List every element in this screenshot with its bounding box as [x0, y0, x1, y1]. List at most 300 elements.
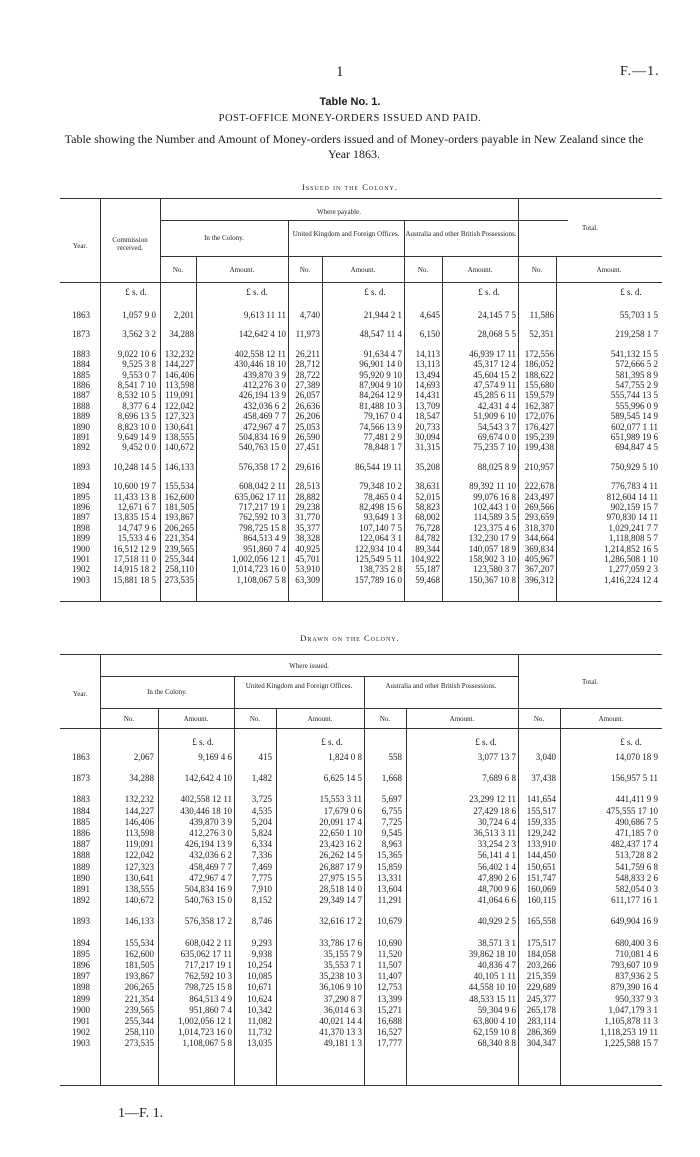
value-cell: 504,834 16 9: [184, 884, 232, 894]
value-cell: 10,690: [377, 937, 402, 948]
value-cell: 14,915 18 2: [113, 564, 156, 575]
year-cell: 1890: [72, 872, 90, 883]
value-cell: 56,402 1 4: [477, 861, 516, 872]
value-cell: 5,204: [251, 816, 272, 827]
header-no: No.: [299, 266, 311, 274]
value-cell: 11,291: [377, 895, 402, 906]
document-reference: F.—1.: [620, 64, 660, 79]
value-cell: 4,535: [251, 805, 272, 816]
value-cell: 23,423 16 2: [319, 839, 362, 850]
header-no: No.: [417, 266, 429, 274]
year-cell: 1890: [72, 421, 90, 432]
units-label: £ s. d.: [321, 737, 343, 747]
value-cell: 864,513 4 9: [189, 993, 232, 1004]
value-cell: 25,053: [295, 421, 320, 432]
value-cell: 20,733: [415, 421, 440, 432]
value-cell: 3,725: [251, 794, 272, 805]
year-cell: 1903: [72, 1038, 90, 1049]
value-cell: 15,859: [377, 861, 402, 872]
year-cell: 1892: [72, 442, 90, 453]
value-cell: 762,592 10 3: [184, 971, 232, 982]
value-cell: 125,549 5 11: [355, 554, 402, 564]
year-cell: 1899: [72, 993, 90, 1004]
year-cell: 1885: [72, 369, 90, 380]
footer-signature: 1—F. 1.: [118, 1106, 164, 1121]
value-cell: 318,370: [524, 522, 554, 533]
value-cell: 15,881 18 5: [113, 574, 156, 585]
value-cell: 798,725 15 8: [184, 982, 232, 993]
header-no: No.: [379, 715, 391, 723]
value-cell: 89,344: [415, 543, 440, 554]
value-cell: 96,901 14 0: [359, 359, 402, 370]
value-cell: 34,288: [129, 773, 154, 784]
table-title: POST-OFFICE MONEY-ORDERS ISSUED AND PAID.: [218, 113, 482, 124]
value-cell: 430,446 18 10: [234, 359, 286, 370]
year-cell: 1901: [72, 554, 90, 564]
value-cell: 255,344: [164, 554, 194, 564]
value-cell: 219,258 1 7: [615, 329, 658, 340]
value-cell: 123,375 4 6: [473, 522, 516, 533]
value-cell: 28,518 14 0: [319, 884, 362, 894]
value-cell: 482,437 17 4: [610, 839, 658, 850]
value-cell: 123,580 3 7: [473, 564, 516, 575]
value-cell: 130,641: [164, 421, 194, 432]
header-amount: Amount.: [307, 715, 333, 723]
value-cell: 21,944 2 1: [363, 310, 402, 320]
value-cell: 1,002,056 12 1: [178, 1016, 232, 1026]
col-rule: [100, 198, 101, 602]
value-cell: 160,115: [527, 895, 556, 906]
value-cell: 13,035: [247, 1038, 272, 1049]
value-cell: 10,254: [247, 960, 272, 970]
group-rule: [100, 676, 518, 677]
value-cell: 879,390 16 4: [610, 982, 658, 993]
value-cell: 155,517: [526, 805, 556, 816]
value-cell: 15,553 3 11: [319, 794, 362, 805]
year-cell: 1891: [72, 884, 90, 894]
section-drawn-title: Drawn on the Colony.: [300, 633, 400, 643]
value-cell: 5,824: [251, 828, 272, 838]
value-cell: 11,973: [295, 329, 320, 340]
value-cell: 471,185 7 0: [615, 828, 658, 838]
value-cell: 1,057 9 0: [122, 310, 156, 320]
value-cell: 193,867: [124, 971, 154, 982]
value-cell: 172,076: [524, 411, 554, 422]
value-cell: 221,354: [164, 533, 194, 544]
value-cell: 11,433 13 8: [113, 491, 156, 502]
value-cell: 56,141 4 1: [477, 850, 516, 861]
col-rule: [364, 676, 365, 1086]
value-cell: 27,429 18 6: [473, 805, 516, 816]
year-cell: 1900: [72, 1004, 90, 1015]
value-cell: 59,468: [415, 574, 440, 585]
value-cell: 396,312: [524, 574, 554, 585]
value-cell: 36,513 3 11: [473, 828, 516, 838]
value-cell: 11,082: [247, 1016, 272, 1026]
value-cell: 18,547: [415, 411, 440, 422]
units-label: £ s. d.: [192, 737, 214, 747]
value-cell: 1,014,723 16 0: [178, 1027, 232, 1038]
col-rule: [158, 708, 159, 1086]
value-cell: 635,062 17 11: [180, 948, 232, 959]
value-cell: 11,407: [377, 971, 402, 982]
value-cell: 58,823: [415, 502, 440, 512]
value-cell: 229,689: [526, 982, 556, 993]
year-cell: 1873: [72, 329, 90, 340]
value-cell: 9,553 0 7: [122, 369, 156, 380]
bottom-rule: [60, 1085, 662, 1086]
value-cell: 127,323: [124, 861, 154, 872]
value-cell: 84,782: [415, 533, 440, 544]
value-cell: 1,118,253 19 11: [600, 1027, 658, 1038]
value-cell: 458,469 7 7: [243, 411, 286, 422]
col-rule: [406, 708, 407, 1086]
value-cell: 1,416,224 12 4: [604, 574, 658, 585]
value-cell: 255,344: [124, 1016, 154, 1026]
value-cell: 81,488 10 3: [359, 400, 402, 411]
value-cell: 138,735 2 8: [359, 564, 402, 575]
value-cell: 122,064 3 1: [359, 533, 402, 544]
value-cell: 432,036 6 2: [189, 850, 232, 861]
year-cell: 1892: [72, 895, 90, 906]
value-cell: 717,217 19 1: [238, 502, 286, 512]
header-total: Total.: [581, 224, 599, 232]
year-cell: 1863: [72, 310, 90, 320]
value-cell: 32,616 17 2: [319, 916, 362, 927]
value-cell: 199,438: [524, 442, 554, 453]
value-cell: 558: [388, 752, 402, 762]
value-cell: 286,369: [526, 1027, 556, 1038]
value-cell: 46,939 17 11: [469, 348, 516, 359]
value-cell: 45,317 12 4: [473, 359, 516, 370]
value-cell: 146,133: [124, 916, 154, 927]
value-cell: 951,860 7 4: [189, 1004, 232, 1015]
value-cell: 55,703 1 5: [619, 310, 658, 320]
value-cell: 102,443 1 0: [473, 502, 516, 512]
value-cell: 17,518 11 0: [113, 554, 156, 564]
value-cell: 8,963: [381, 839, 402, 850]
value-cell: 33,786 17 6: [319, 937, 362, 948]
col-rule: [234, 676, 235, 1086]
value-cell: 576,358 17 2: [184, 916, 232, 927]
value-cell: 28,722: [295, 369, 320, 380]
value-cell: 602,077 1 11: [611, 421, 658, 432]
year-cell: 1895: [72, 948, 90, 959]
value-cell: 970,830 14 11: [606, 512, 658, 523]
value-cell: 9,022 10 6: [117, 348, 156, 359]
value-cell: 9,452 0 0: [122, 442, 156, 453]
value-cell: 793,607 10 9: [610, 960, 658, 970]
year-cell: 1894: [72, 481, 90, 492]
value-cell: 680,400 3 6: [615, 937, 658, 948]
year-cell: 1894: [72, 937, 90, 948]
drawn-table: [60, 654, 662, 1086]
value-cell: 9,525 3 8: [122, 359, 156, 370]
header-australia: Australia and other British Possessions.: [405, 230, 517, 238]
value-cell: 24,145 7 5: [477, 310, 516, 320]
value-cell: 36,106 9 10: [319, 982, 362, 993]
year-cell: 1889: [72, 861, 90, 872]
value-cell: 48,547 11 4: [359, 329, 402, 340]
value-cell: 402,558 12 11: [180, 794, 232, 805]
value-cell: 95,920 9 10: [359, 369, 402, 380]
table-description: Table showing the Number and Amount of Money-orders issued and of Money-orders payable in New Zealand since the Year 1863.: [64, 132, 644, 161]
value-cell: 405,967: [524, 554, 554, 564]
value-cell: 13,709: [415, 400, 440, 411]
value-cell: 367,207: [524, 564, 554, 575]
value-cell: 133,910: [526, 839, 556, 850]
subhead-rule: [100, 708, 662, 709]
value-cell: 9,293: [251, 937, 272, 948]
header-colony: In the Colony.: [147, 688, 187, 696]
value-cell: 78,465 0 4: [363, 491, 402, 502]
value-cell: 159,335: [526, 816, 556, 827]
value-cell: 1,824 0 8: [328, 752, 362, 762]
header-no: No.: [172, 266, 184, 274]
value-cell: 26,057: [295, 390, 320, 401]
value-cell: 55,187: [415, 564, 440, 575]
header-amount: Amount.: [449, 715, 475, 723]
units-label: £ s. d.: [620, 737, 642, 747]
value-cell: 29,349 14 7: [319, 895, 362, 906]
value-cell: 2,201: [173, 310, 194, 320]
year-cell: 1903: [72, 574, 90, 585]
value-cell: 186,052: [524, 359, 554, 370]
value-cell: 129,242: [526, 828, 556, 838]
value-cell: 27,389: [295, 380, 320, 390]
value-cell: 13,113: [415, 359, 440, 370]
value-cell: 16,512 12 9: [113, 543, 156, 554]
value-cell: 175,517: [526, 937, 556, 948]
value-cell: 28,882: [295, 491, 320, 502]
value-cell: 8,746: [251, 916, 272, 927]
value-cell: 11,507: [377, 960, 402, 970]
value-cell: 6,755: [381, 805, 402, 816]
value-cell: 10,679: [377, 916, 402, 927]
value-cell: 53,910: [295, 564, 320, 575]
value-cell: 193,867: [164, 512, 194, 523]
header-amount: Amount.: [596, 266, 622, 274]
value-cell: 2,067: [133, 752, 154, 762]
value-cell: 35,208: [415, 461, 440, 472]
value-cell: 837,936 2 5: [615, 971, 658, 982]
value-cell: 439,870 3 9: [243, 369, 286, 380]
value-cell: 40,925: [295, 543, 320, 554]
value-cell: 127,323: [164, 411, 194, 422]
header-commission: Commission received.: [112, 236, 148, 252]
value-cell: 144,227: [164, 359, 194, 370]
page-number: 1: [336, 64, 344, 80]
year-cell: 1891: [72, 432, 90, 442]
value-cell: 157,789 16 0: [354, 574, 402, 585]
value-cell: 10,085: [247, 971, 272, 982]
subhead-rule: [160, 256, 662, 257]
year-cell: 1889: [72, 411, 90, 422]
value-cell: 36,014 6 3: [323, 1004, 362, 1015]
value-cell: 1,029,241 7 7: [608, 522, 658, 533]
value-cell: 273,535: [124, 1038, 154, 1049]
value-cell: 35,377: [295, 522, 320, 533]
header-no: No.: [533, 715, 545, 723]
units-label: £ s. d.: [475, 737, 497, 747]
value-cell: 426,194 13 9: [238, 390, 286, 401]
value-cell: 1,118,808 5 7: [608, 533, 658, 544]
issued-table: [60, 198, 662, 602]
value-cell: 59,304 9 6: [477, 1004, 516, 1015]
value-cell: 26,211: [295, 348, 320, 359]
value-cell: 140,672: [124, 895, 154, 906]
value-cell: 812,604 14 11: [606, 491, 658, 502]
value-cell: 88,025 8 9: [477, 461, 516, 472]
top-rule: [60, 198, 662, 199]
value-cell: 412,276 3 0: [243, 380, 286, 390]
value-cell: 540,763 15 0: [238, 442, 286, 453]
value-cell: 5,697: [381, 794, 402, 805]
value-cell: 82,498 15 6: [359, 502, 402, 512]
header-amount: Amount.: [467, 266, 493, 274]
year-cell: 1887: [72, 390, 90, 401]
value-cell: 475,555 17 10: [606, 805, 658, 816]
value-cell: 142,642 4 10: [184, 773, 232, 784]
value-cell: 181,505: [164, 502, 194, 512]
value-cell: 541,759 6 8: [615, 861, 658, 872]
value-cell: 76,728: [415, 522, 440, 533]
value-cell: 513,728 8 2: [615, 850, 658, 861]
value-cell: 7,689 6 8: [482, 773, 516, 784]
header-amount: Amount.: [183, 715, 209, 723]
col-rule: [518, 198, 519, 602]
value-cell: 635,062 17 11: [234, 491, 286, 502]
value-cell: 6,625 14 5: [323, 773, 362, 784]
year-cell: 1902: [72, 1027, 90, 1038]
value-cell: 165,558: [526, 916, 556, 927]
header-bottom-rule: [60, 282, 662, 283]
value-cell: 31,770: [295, 512, 320, 523]
value-cell: 13,835 15 4: [113, 512, 156, 523]
value-cell: 26,206: [295, 411, 320, 422]
value-cell: 15,271: [377, 1004, 402, 1015]
value-cell: 8,696 13 5: [117, 411, 156, 422]
value-cell: 27,451: [295, 442, 320, 453]
value-cell: 541,132 15 5: [610, 348, 658, 359]
value-cell: 26,887 17 9: [319, 861, 362, 872]
value-cell: 504,834 16 9: [238, 432, 286, 442]
value-cell: 35,155 7 9: [323, 948, 362, 959]
value-cell: 132,232: [164, 348, 194, 359]
value-cell: 146,406: [124, 816, 154, 827]
header-where-issued: Where issued.: [289, 662, 329, 670]
value-cell: 63,309: [295, 574, 320, 585]
value-cell: 13,604: [377, 884, 402, 894]
value-cell: 245,377: [526, 993, 556, 1004]
value-cell: 84,264 12 9: [359, 390, 402, 401]
value-cell: 119,091: [165, 390, 194, 401]
header-where-payable: Where payable.: [317, 208, 361, 216]
value-cell: 87,904 9 10: [359, 380, 402, 390]
header-colony: In the Colony.: [204, 234, 244, 242]
value-cell: 1,277,059 2 3: [608, 564, 658, 575]
value-cell: 104,922: [410, 554, 440, 564]
value-cell: 1,108,067 5 8: [182, 1038, 232, 1049]
value-cell: 14,747 9 6: [117, 522, 156, 533]
value-cell: 608,042 2 11: [185, 937, 232, 948]
value-cell: 52,351: [529, 329, 554, 340]
value-cell: 162,600: [124, 948, 154, 959]
value-cell: 28,712: [295, 359, 320, 370]
value-cell: 1,047,179 3 1: [608, 1004, 658, 1015]
table-number: Table No. 1.: [319, 96, 381, 108]
value-cell: 14,070 18 9: [615, 752, 658, 762]
value-cell: 344,664: [524, 533, 554, 544]
value-cell: 3,077 13 7: [477, 752, 516, 762]
bottom-rule: [60, 601, 662, 602]
group-rule: [160, 220, 568, 221]
value-cell: 1,286,508 1 10: [604, 554, 658, 564]
value-cell: 113,598: [165, 380, 194, 390]
value-cell: 10,624: [247, 993, 272, 1004]
header-year: Year.: [72, 690, 88, 698]
value-cell: 119,091: [125, 839, 154, 850]
value-cell: 10,248 14 5: [113, 461, 156, 472]
year-cell: 1886: [72, 380, 90, 390]
value-cell: 33,254 2 3: [477, 839, 516, 850]
value-cell: 269,566: [524, 502, 554, 512]
col-rule: [442, 256, 443, 602]
value-cell: 17,679 0 6: [323, 805, 362, 816]
header-australia: Australia and other British Possessions.: [385, 682, 497, 690]
value-cell: 11,586: [529, 310, 554, 320]
value-cell: 30,724 6 4: [477, 816, 516, 827]
value-cell: 31,315: [415, 442, 440, 453]
header-no: No.: [123, 715, 135, 723]
value-cell: 132,232: [124, 794, 154, 805]
value-cell: 458,469 7 7: [189, 861, 232, 872]
value-cell: 12,671 6 7: [117, 502, 156, 512]
value-cell: 1,668: [381, 773, 402, 784]
header-total: Total.: [581, 678, 599, 686]
col-rule: [196, 256, 197, 602]
col-rule: [322, 256, 323, 602]
value-cell: 49,181 1 3: [323, 1038, 362, 1049]
value-cell: 402,558 12 11: [234, 348, 286, 359]
year-cell: 1896: [72, 960, 90, 970]
value-cell: 45,701: [295, 554, 320, 564]
value-cell: 35,553 7 1: [323, 960, 362, 970]
value-cell: 10,342: [247, 1004, 272, 1015]
value-cell: 221,354: [124, 993, 154, 1004]
value-cell: 16,688: [377, 1016, 402, 1026]
value-cell: 547,755 2 9: [615, 380, 658, 390]
year-cell: 1884: [72, 359, 90, 370]
value-cell: 13,399: [377, 993, 402, 1004]
value-cell: 206,265: [124, 982, 154, 993]
value-cell: 176,427: [524, 421, 554, 432]
value-cell: 45,604 15 2: [473, 369, 516, 380]
value-cell: 776,783 4 11: [611, 481, 658, 492]
value-cell: 75,235 7 10: [473, 442, 516, 453]
year-cell: 1899: [72, 533, 90, 544]
value-cell: 10,600 19 7: [113, 481, 156, 492]
value-cell: 99,076 16 8: [473, 491, 516, 502]
value-cell: 1,482: [251, 773, 272, 784]
value-cell: 7,775: [251, 872, 272, 883]
units-label: £ s. d.: [246, 287, 268, 297]
value-cell: 150,367 10 8: [468, 574, 516, 585]
value-cell: 17,777: [377, 1038, 402, 1049]
value-cell: 7,336: [251, 850, 272, 861]
value-cell: 155,534: [164, 481, 194, 492]
value-cell: 188,622: [524, 369, 554, 380]
